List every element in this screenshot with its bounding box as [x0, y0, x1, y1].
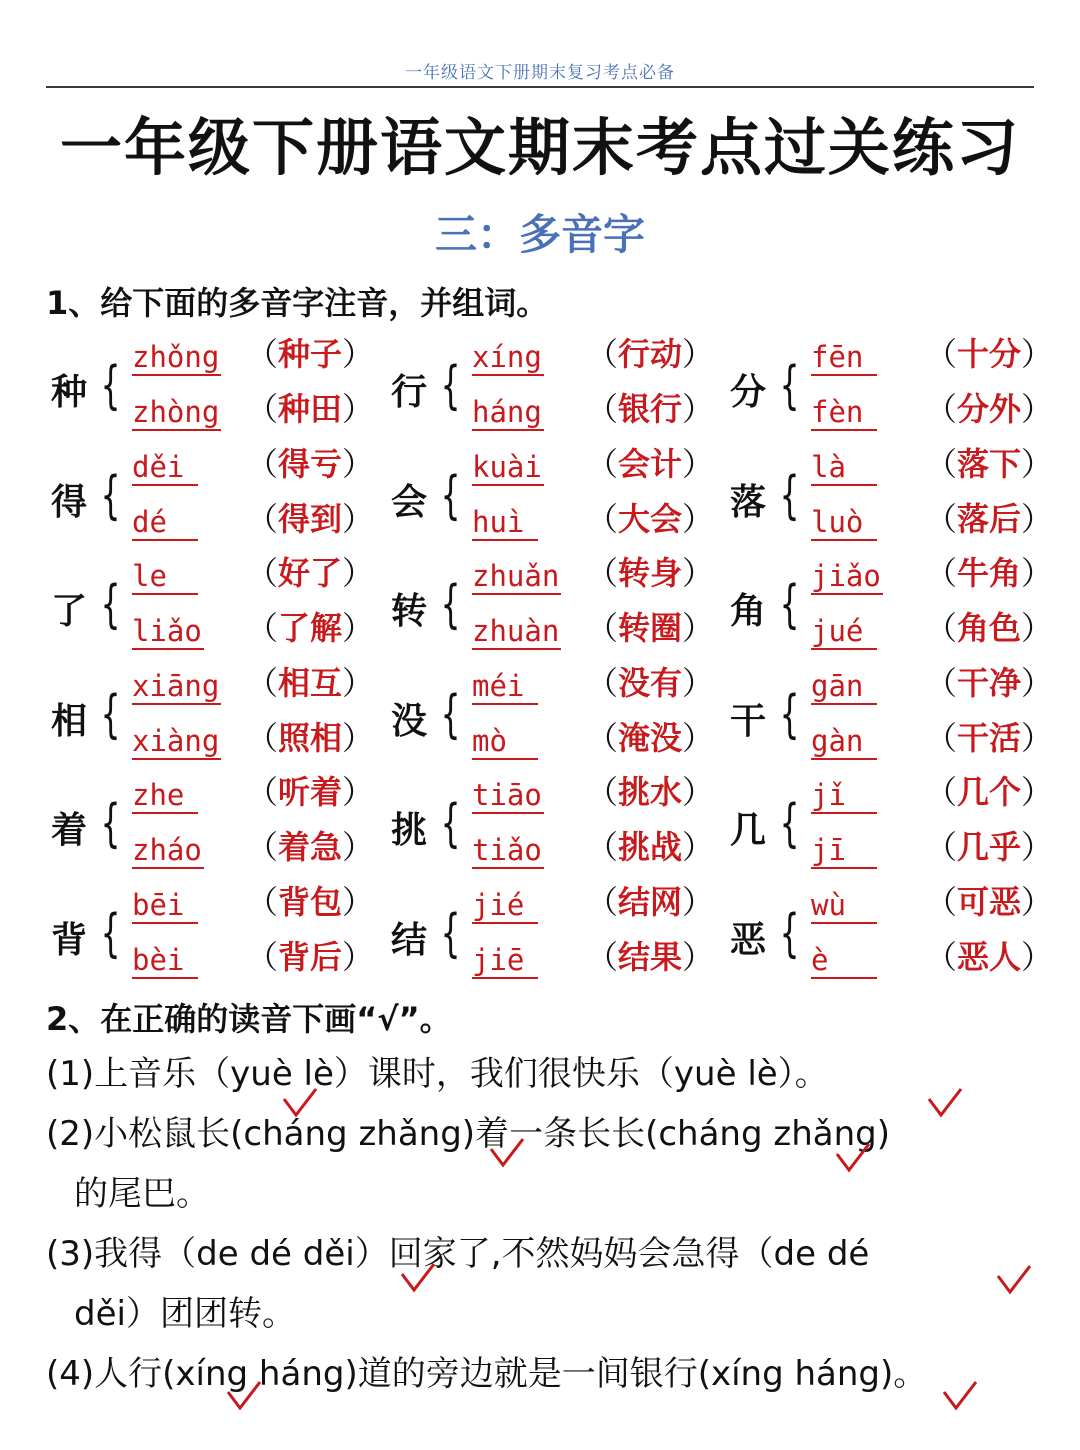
pinyin-answer: bēi — [132, 888, 198, 924]
polyphone-group — [725, 444, 1054, 554]
brace-icon: { — [779, 356, 800, 416]
polyphone-group — [46, 772, 375, 882]
word-text: 种田 — [278, 390, 343, 428]
word-answer: （转圈） — [586, 609, 715, 647]
pinyin-answer: jué — [811, 614, 877, 650]
brace-icon: { — [440, 684, 461, 745]
word-text: 背后 — [278, 937, 343, 976]
polyphone-character: 会 — [390, 481, 427, 523]
polyphone-character: 结 — [390, 919, 427, 961]
polyphone-character: 干 — [729, 700, 766, 742]
word-answer: （恶人） — [925, 937, 1054, 976]
word-text: 照相 — [278, 718, 343, 757]
pinyin-answer: děi — [132, 450, 198, 486]
word-answer: （转身） — [586, 554, 715, 592]
word-answer: （落后） — [925, 499, 1054, 538]
header-note: 一年级语文下册期末复习考点必备 — [405, 63, 675, 83]
pinyin-answer: le — [132, 559, 198, 595]
word-answer: （挑水） — [586, 773, 715, 811]
pinyin-answer: gàn — [811, 724, 877, 760]
polyphone-group — [386, 882, 715, 992]
word-text: 种子 — [278, 335, 343, 373]
word-text: 结网 — [618, 882, 683, 921]
pinyin-answer: fèn — [811, 395, 877, 431]
word-text: 背包 — [278, 882, 343, 921]
polyphone-character: 种 — [50, 372, 87, 413]
polyphone-character: 恶 — [729, 919, 766, 961]
brace-icon: { — [779, 575, 800, 635]
word-text: 落后 — [957, 499, 1022, 538]
word-answer: （种子） — [246, 335, 375, 373]
word-answer: （可恶） — [925, 882, 1054, 921]
word-answer: （好了） — [246, 554, 375, 592]
word-answer: （干净） — [925, 663, 1054, 702]
pinyin-answer: tiǎo — [472, 833, 542, 867]
word-answer: （相互） — [246, 663, 375, 702]
word-text: 分外 — [957, 390, 1022, 428]
word-text: 好了 — [278, 554, 343, 592]
word-text: 没有 — [618, 663, 683, 702]
pinyin-answer: dé — [132, 505, 198, 541]
word-text: 可恶 — [957, 882, 1022, 921]
polyphone-group — [386, 772, 715, 882]
polyphone-group — [46, 882, 375, 992]
word-text: 听着 — [278, 773, 343, 811]
sentence-3-line-1: (3)我得（de dé děi）回家了,不然妈妈会急得（de dé — [46, 1234, 870, 1274]
word-text: 恶人 — [957, 937, 1022, 976]
pinyin-answer: zhuàn — [472, 614, 560, 648]
word-text: 几乎 — [957, 828, 1022, 866]
sentence-1: (1)上音乐（yuè lè）课时，我们很快乐（yuè lè）。 — [46, 1054, 829, 1094]
word-text: 转圈 — [618, 609, 683, 647]
check-mark-icon — [398, 1260, 438, 1296]
word-answer: （几个） — [925, 773, 1054, 811]
word-answer: （角色） — [925, 609, 1054, 647]
pinyin-answer: liǎo — [132, 614, 202, 648]
word-answer: （分外） — [925, 390, 1054, 428]
word-text: 角色 — [957, 609, 1022, 647]
word-answer: （得到） — [246, 499, 375, 538]
pinyin-answer: xiàng — [132, 723, 220, 758]
word-answer: （会计） — [586, 444, 715, 483]
brace-icon: { — [440, 794, 461, 854]
word-answer: （大会） — [586, 499, 715, 538]
pinyin-answer: zhe — [132, 778, 198, 814]
polyphone-character: 没 — [390, 700, 427, 742]
polyphone-group — [725, 663, 1054, 773]
header-divider — [46, 86, 1034, 88]
polyphone-group — [725, 334, 1054, 444]
polyphone-group — [386, 553, 715, 663]
word-text: 干净 — [957, 663, 1022, 702]
brace-icon: { — [100, 903, 121, 964]
word-text: 着急 — [278, 828, 343, 866]
polyphone-character: 背 — [50, 919, 87, 961]
word-text: 挑水 — [618, 773, 683, 811]
word-text: 牛角 — [957, 554, 1022, 592]
word-text: 行动 — [618, 335, 683, 373]
brace-icon: { — [100, 356, 121, 416]
brace-icon: { — [100, 465, 121, 526]
sentence-2-line-1: (2)小松鼠长(cháng zhǎng)着一条长长(cháng zhǎng) — [46, 1114, 890, 1154]
pinyin-answer: jiē — [472, 943, 538, 979]
word-answer: （着急） — [246, 828, 375, 866]
word-answer: （结网） — [586, 882, 715, 921]
pinyin-answer: luò — [811, 505, 877, 541]
pinyin-answer: kuài — [472, 449, 542, 484]
word-answer: （牛角） — [925, 554, 1054, 592]
pinyin-answer: là — [811, 450, 877, 486]
word-text: 干活 — [957, 718, 1022, 757]
check-mark-icon — [224, 1378, 264, 1414]
polyphone-character: 挑 — [390, 810, 427, 851]
word-answer: （干活） — [925, 718, 1054, 757]
pinyin-answer: mò — [472, 724, 538, 760]
brace-icon: { — [779, 465, 800, 526]
check-mark-icon — [833, 1140, 873, 1176]
word-answer: （结果） — [586, 937, 715, 976]
pinyin-answer: jǐ — [811, 778, 877, 814]
word-text: 转身 — [618, 554, 683, 592]
word-answer: （得亏） — [246, 444, 375, 483]
brace-icon: { — [440, 575, 461, 635]
word-answer: （背后） — [246, 937, 375, 976]
word-answer: （听着） — [246, 773, 375, 811]
polyphone-group — [386, 444, 715, 554]
question-1-title: 1、给下面的多音字注音，并组词。 — [46, 284, 549, 322]
word-text: 淹没 — [618, 718, 683, 757]
word-answer: （行动） — [586, 335, 715, 373]
polyphone-group — [725, 553, 1054, 663]
pinyin-answer: zháo — [132, 833, 202, 867]
pinyin-answer: zhòng — [132, 395, 220, 429]
word-answer: （挑战） — [586, 828, 715, 866]
brace-icon: { — [100, 794, 121, 854]
pinyin-answer: jī — [811, 833, 877, 869]
pinyin-answer: xiāng — [132, 668, 220, 703]
word-answer: （十分） — [925, 335, 1054, 373]
brace-icon: { — [440, 903, 461, 964]
word-text: 了解 — [278, 609, 343, 647]
pinyin-answer: wù — [811, 888, 877, 924]
check-mark-icon — [280, 1085, 320, 1121]
polyphone-character: 转 — [390, 591, 427, 632]
word-answer: （背包） — [246, 882, 375, 921]
word-text: 结果 — [618, 937, 683, 976]
word-text: 落下 — [957, 444, 1022, 483]
word-text: 银行 — [618, 390, 683, 428]
check-mark-icon — [994, 1262, 1034, 1298]
sentence-2-line-2: 的尾巴。 — [74, 1174, 210, 1214]
polyphone-group — [46, 553, 375, 663]
word-answer: （没有） — [586, 663, 715, 702]
pinyin-answer: tiāo — [472, 778, 542, 812]
polyphone-character: 得 — [50, 481, 87, 523]
polyphone-group — [725, 882, 1054, 992]
pinyin-answer: huì — [472, 505, 538, 541]
pinyin-answer: fēn — [811, 340, 877, 376]
pinyin-answer: xíng — [472, 340, 542, 374]
pinyin-answer: jié — [472, 888, 538, 924]
word-text: 得到 — [278, 499, 343, 538]
polyphone-character: 几 — [729, 810, 766, 851]
page-title: 一年级下册语文期末考点过关练习 — [59, 111, 1020, 184]
word-text: 几个 — [957, 773, 1022, 811]
section-title: 三：多音字 — [434, 210, 645, 259]
brace-icon: { — [440, 356, 461, 416]
polyphone-group — [46, 444, 375, 554]
word-answer: （照相） — [246, 718, 375, 757]
word-text: 挑战 — [618, 828, 683, 866]
word-text: 会计 — [618, 444, 683, 483]
word-answer: （几乎） — [925, 828, 1054, 866]
polyphone-group — [725, 772, 1054, 882]
brace-icon: { — [779, 684, 800, 745]
brace-icon: { — [100, 684, 121, 745]
word-answer: （了解） — [246, 609, 375, 647]
polyphone-character: 分 — [729, 372, 766, 413]
brace-icon: { — [440, 465, 461, 526]
word-answer: （银行） — [586, 390, 715, 428]
check-mark-icon — [940, 1378, 980, 1414]
word-answer: （种田） — [246, 390, 375, 428]
pinyin-answer: jiǎo — [811, 559, 881, 593]
brace-icon: { — [779, 794, 800, 854]
polyphone-group — [386, 663, 715, 773]
word-text: 大会 — [618, 499, 683, 538]
pinyin-answer: zhuǎn — [472, 559, 560, 593]
polyphone-character: 落 — [729, 481, 766, 523]
check-mark-icon — [487, 1135, 527, 1171]
polyphone-character: 相 — [50, 700, 87, 742]
question-2-title: 2、在正确的读音下画“√”。 — [46, 1000, 452, 1038]
polyphone-character: 行 — [390, 372, 427, 413]
word-answer: （落下） — [925, 444, 1054, 483]
polyphone-character: 着 — [50, 810, 87, 851]
pinyin-answer: zhǒng — [132, 340, 220, 374]
polyphone-character: 角 — [729, 591, 766, 632]
word-answer: （淹没） — [586, 718, 715, 757]
polyphone-character: 了 — [50, 591, 87, 632]
word-text: 相互 — [278, 663, 343, 702]
polyphone-group — [386, 334, 715, 444]
pinyin-answer: gān — [811, 669, 877, 705]
pinyin-answer: è — [811, 943, 877, 979]
polyphone-group — [46, 334, 375, 444]
sentence-3-line-2: děi）团团转。 — [74, 1294, 296, 1334]
check-mark-icon — [925, 1085, 965, 1121]
sentence-4: (4)人行(xíng háng)道的旁边就是一间银行(xíng háng)。 — [46, 1354, 928, 1394]
brace-icon: { — [779, 903, 800, 964]
polyphone-group — [46, 663, 375, 773]
pinyin-answer: háng — [472, 395, 542, 429]
pinyin-answer: bèi — [132, 943, 198, 979]
pinyin-answer: méi — [472, 669, 538, 705]
word-text: 得亏 — [278, 444, 343, 483]
brace-icon: { — [100, 575, 121, 635]
word-text: 十分 — [957, 335, 1022, 373]
